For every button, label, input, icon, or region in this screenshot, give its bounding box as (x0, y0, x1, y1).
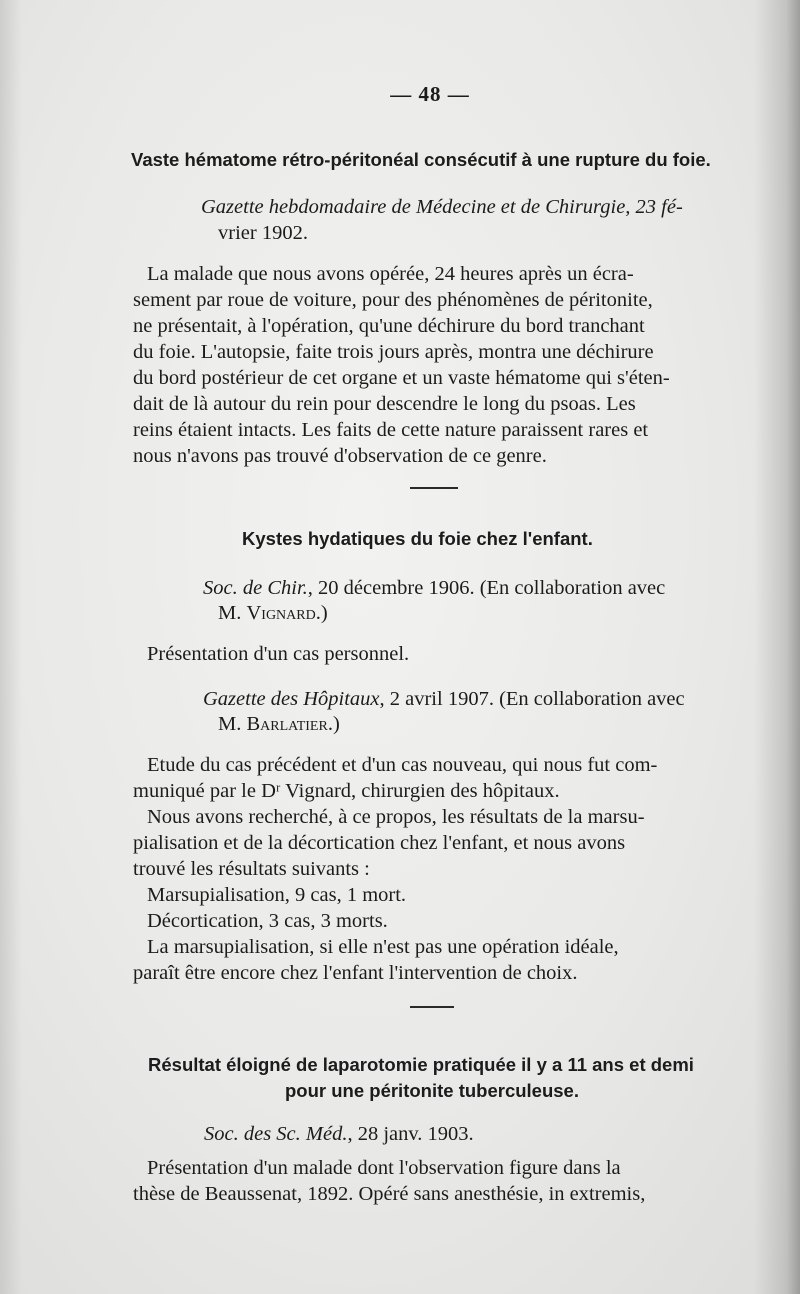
section-2-paragraph-line: paraît être encore chez l'enfant l'intervention de choix. (133, 962, 578, 984)
reference-journal: Gazette des Hôpitaux (203, 688, 380, 710)
section-2-paragraph-line: Décortication, 3 cas, 3 morts. (147, 910, 388, 932)
section-2-paragraph-line: pialisation et de la décortication chez l'enfant, et nous avons (133, 832, 626, 854)
section-1-paragraph-line: sement par roue de voiture, pour des phénomènes de péritonite, (133, 289, 653, 311)
section-3-reference (204, 1121, 474, 1147)
page-number: — 48 — (390, 82, 470, 106)
section-1-paragraph-line: dait de là autour du rein pour descendre le long du psoas. Les (133, 393, 636, 415)
section-1-paragraph-line: du bord postérieur de cet organe et un vaste hématome qui s'éten- (133, 367, 670, 389)
section-2-paragraph-line: Etude du cas précédent et d'un cas nouveau, qui nous fut com- (147, 754, 658, 776)
page-left-shadow (0, 0, 22, 1294)
section-1-paragraph-line: ne présentait, à l'opération, qu'une déchirure du bord tranchant (133, 315, 645, 337)
section-1-citation-line-1: Gazette hebdomadaire de Médecine et de Chirurgie, 23 fé- (201, 196, 683, 218)
section-1-paragraph-line: du foie. L'autopsie, faite trois jours après, montra une déchirure (133, 341, 654, 363)
section-1-citation-line-2: vrier 1902. (218, 222, 308, 244)
page-right-shadow (754, 0, 800, 1294)
section-2-paragraph-line: Marsupialisation, 9 cas, 1 mort. (147, 884, 407, 906)
section-2-paragraph-line: trouvé les résultats suivants : (133, 858, 370, 880)
section-2-reference-1-author: M. Vignard.) (218, 602, 328, 624)
section-3-paragraph-line: Présentation d'un malade dont l'observation figure dans la (147, 1157, 621, 1179)
reference-journal: Soc. de Chir. (203, 577, 308, 599)
reference-journal: Soc. des Sc. Méd. (204, 1123, 348, 1145)
section-3-title-line-1: Résultat éloigné de laparotomie pratiquée il y a 11 ans et demi (148, 1054, 694, 1075)
section-2-title: Kystes hydatiques du foie chez l'enfant. (242, 528, 593, 549)
section-1-paragraph-line: reins étaient intacts. Les faits de cette nature paraissent rares et (133, 419, 649, 441)
reference-details: , 28 janv. 1903. (347, 1123, 474, 1145)
section-2-presentation: Présentation d'un cas personnel. (147, 643, 410, 665)
section-2-reference-2-author: M. Barlatier.) (218, 713, 340, 735)
section-2-paragraph-line: Nous avons recherché, à ce propos, les résultats de la marsu- (147, 806, 645, 828)
section-divider (410, 1006, 454, 1008)
section-2-paragraph-line: muniqué par le Dʳ Vignard, chirurgien des hôpitaux. (133, 780, 560, 802)
section-2-paragraph-line: La marsupialisation, si elle n'est pas une opération idéale, (147, 936, 619, 958)
section-3-title-line-2: pour une péritonite tuberculeuse. (285, 1080, 579, 1101)
reference-details: , 2 avril 1907. (En collaboration avec (379, 688, 685, 710)
section-1-paragraph-line: La malade que nous avons opérée, 24 heures après un écra- (147, 263, 634, 285)
reference-details: , 20 décembre 1906. (En collaboration avec (307, 577, 666, 599)
section-3-paragraph-line: thèse de Beaussenat, 1892. Opéré sans anesthésie, in extremis, (133, 1183, 646, 1205)
section-1-title: Vaste hématome rétro-péritonéal consécutif à une rupture du foie. (131, 149, 711, 170)
section-divider (410, 487, 458, 489)
section-1-paragraph-line: nous n'avons pas trouvé d'observation de ce genre. (133, 445, 547, 467)
author-name: Vignard (246, 602, 316, 624)
section-2-reference-2 (203, 686, 685, 712)
author-name: Barlatier (246, 713, 328, 735)
section-2-reference-1 (203, 575, 665, 601)
